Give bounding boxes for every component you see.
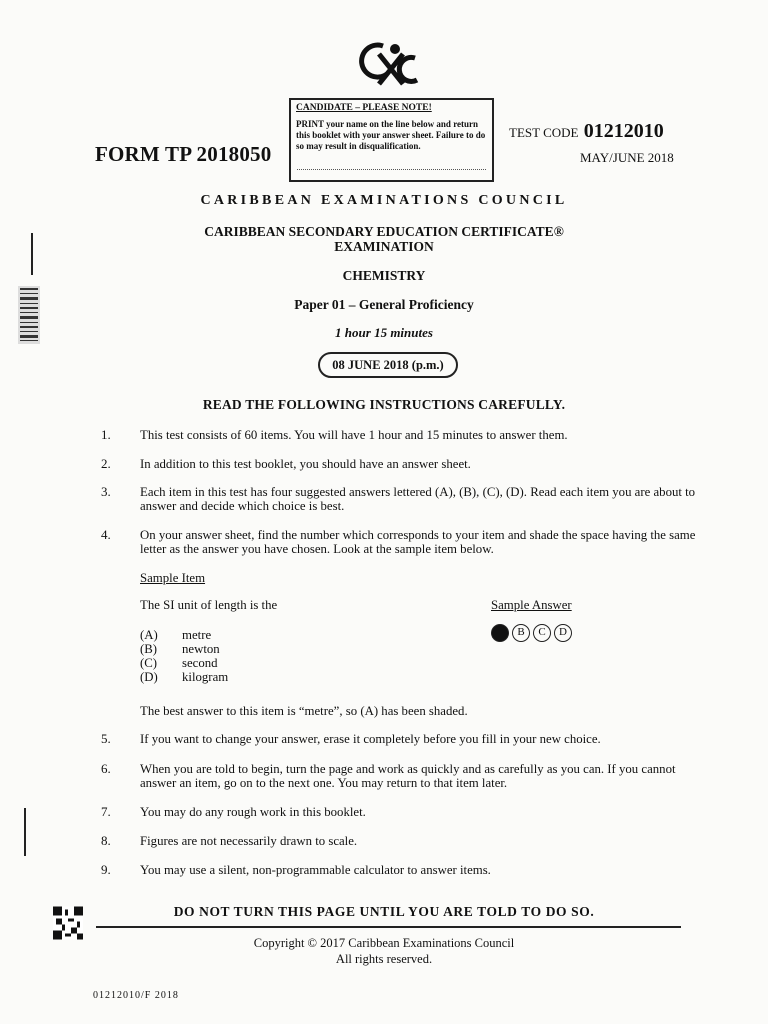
rights-line: All rights reserved. (335, 952, 433, 966)
option-text: second (182, 656, 218, 670)
instruction-text: In addition to this test booklet, you should have an answer sheet. (140, 457, 471, 471)
option-text: metre (182, 628, 212, 642)
barcode-icon (18, 286, 40, 344)
test-code (509, 120, 664, 143)
exam-session: MAY/JUNE 2018 (580, 150, 674, 165)
instruction-text: Figures are not necessarily drawn to scale. (140, 834, 358, 848)
instruction-number: 9. (101, 862, 111, 877)
certificate-title (0, 224, 768, 254)
council-name: CARIBBEAN EXAMINATIONS COUNCIL (200, 193, 568, 208)
candidate-notice-title: CANDIDATE – PLEASE NOTE! (296, 103, 432, 113)
bottom-rule (96, 926, 681, 928)
answer-bubble-c: C (533, 624, 551, 642)
instruction-number: 1. (101, 427, 111, 442)
instruction-number: 4. (101, 527, 111, 542)
footer-code: 01212010/F 2018 (93, 990, 179, 1001)
instruction-text: On your answer sheet, find the number which corresponds to your item and shade the space having the same letter as the answer you have chosen. Look at the sample item below. (140, 528, 696, 556)
option-letter: (D) (140, 670, 158, 684)
instruction-number: 2. (101, 456, 111, 471)
instruction-text: You may use a silent, non-programmable calculator to answer items. (140, 863, 491, 877)
answer-bubble-a (491, 624, 509, 642)
instructions-heading: READ THE FOLLOWING INSTRUCTIONS CAREFULLY. (202, 397, 566, 412)
instruction-number: 7. (101, 804, 111, 819)
test-code-label: TEST CODE (509, 125, 579, 140)
copyright (0, 935, 768, 967)
cxc-logo-icon (357, 40, 421, 88)
paper-title: Paper 01 – General Proficiency (294, 297, 474, 312)
answer-bubble-d: D (554, 624, 572, 642)
sample-question: The SI unit of length is the (140, 598, 278, 612)
option-text: kilogram (182, 670, 229, 684)
sample-item-heading: Sample Item (140, 571, 206, 585)
exam-date: 08 JUNE 2018 (p.m.) (318, 352, 458, 378)
sample-answer-heading: Sample Answer (491, 598, 572, 612)
instruction-number: 8. (101, 833, 111, 848)
subject-title: CHEMISTRY (342, 268, 426, 283)
do-not-turn-notice: DO NOT TURN THIS PAGE UNTIL YOU ARE TOLD TO DO SO. (173, 904, 595, 919)
answer-bubble-b: B (512, 624, 530, 642)
instruction-text: Each item in this test has four suggested answers lettered (A), (B), (C), (D). Read each item you are about to answer and decide which choice is best. (140, 485, 696, 513)
candidate-notice-box (289, 98, 494, 182)
option-letter: (B) (140, 642, 158, 656)
instruction-text: You may do any rough work in this booklet. (140, 805, 366, 819)
examination-line: EXAMINATION (334, 239, 434, 254)
copyright-line: Copyright © 2017 Caribbean Examinations Council (253, 936, 515, 950)
sample-explanation: The best answer to this item is “metre”, so (A) has been shaded. (140, 704, 468, 718)
certificate-line: CARIBBEAN SECONDARY EDUCATION CERTIFICATE® (204, 224, 564, 239)
instruction-text: When you are told to begin, turn the page and work as quickly and as carefully as you can. If you cannot answer an item, go on to the next one. You may return to that item later. (140, 762, 676, 790)
form-code: FORM TP 2018050 (95, 142, 272, 166)
option-letter: (A) (140, 628, 158, 642)
sample-answer-bubbles (491, 624, 572, 644)
scan-mark (24, 808, 26, 856)
option-text: newton (182, 642, 220, 656)
candidate-name-line (297, 169, 486, 170)
scan-mark (31, 233, 33, 275)
instruction-number: 3. (101, 484, 111, 499)
candidate-notice-body: PRINT your name on the line below and return this booklet with your answer sheet. Failure to do so may result in disqualification. (296, 119, 486, 151)
instruction-text: This test consists of 60 items. You will have 1 hour and 15 minutes to answer them. (140, 428, 568, 442)
test-code-value: 01212010 (583, 120, 664, 142)
qr-code-icon (53, 906, 83, 940)
option-letter: (C) (140, 656, 158, 670)
instruction-text: If you want to change your answer, erase it completely before you fill in your new choice. (140, 732, 601, 746)
instruction-number: 6. (101, 761, 111, 776)
instruction-number: 5. (101, 731, 111, 746)
exam-duration: 1 hour 15 minutes (335, 325, 433, 340)
